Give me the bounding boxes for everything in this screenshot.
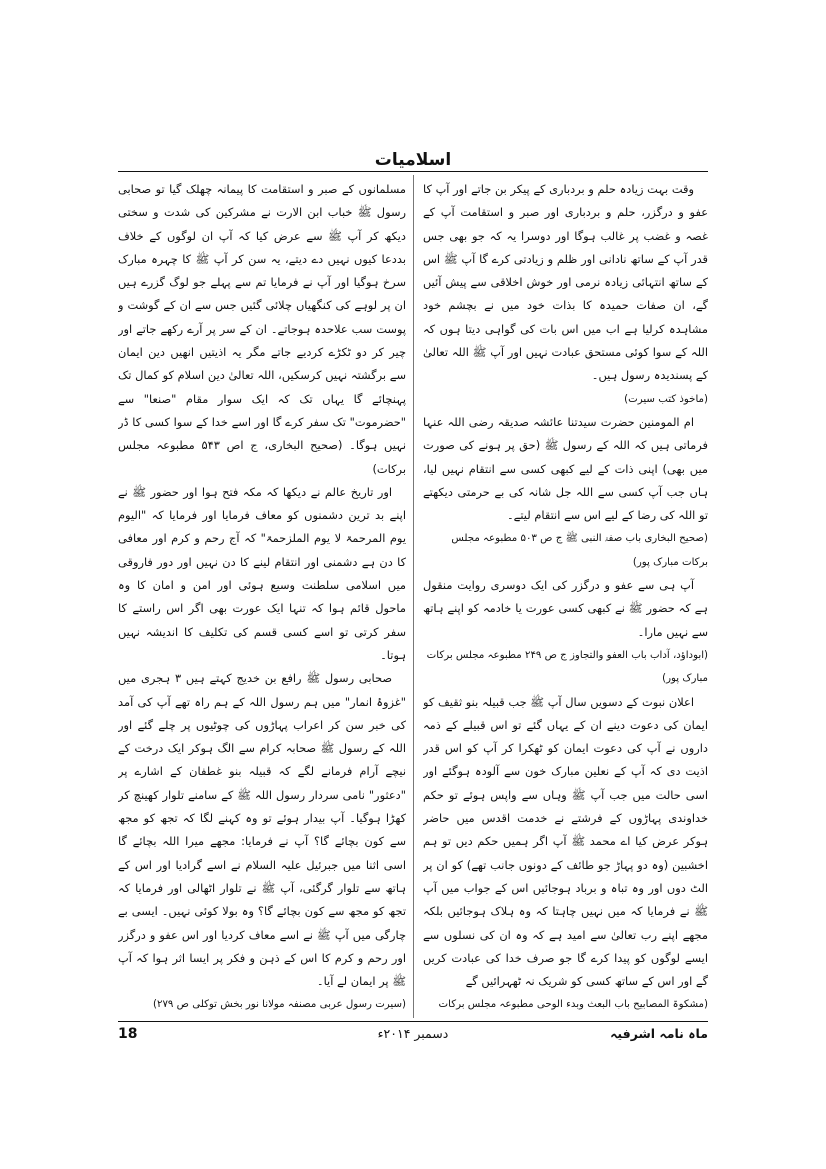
paragraph: وقت بہت زیادہ حلم و بردباری کے پیکر بن جاتے اور آپ کا عفو و درگزر، حلم و بردباری اور صبر و استقامت آپ کے غصہ و غضب پر غالب ہوگا اور دوسرا یہ کہ جو بھی جس قدر آپ کے ساتھ نادانی اور ظلم و زیادتی کرے گا آپ ﷺ اس کے ساتھ انتہائی زیادہ نرمی اور خوش اخلاقی سے پیش آئیں گے، ان صفات حمیدہ کا بذات خود میں نے بچشم خود مشاہدہ کرلیا ہے اب میں اس بات کی گواہی دیتا ہوں کہ اللہ کے سوا کوئی مستحق عبادت نہیں اور آپ ﷺ اللہ تعالیٰ کے پسندیدہ رسول ہیں۔ <box>423 182 708 383</box>
paragraph: اعلان نبوت کے دسویں سال آپ ﷺ جب قبیلہ بنو ثقیف کو ایمان کی دعوت دینے ان کے یہاں گئے تو اس قبیلے کے ذمہ داروں نے آپ کی دعوت ایمان کو ٹھکرا کر آپ کو اس قدر اذیت دی کہ آپ کے نعلین مبارک خون سے آلودہ ہوگئے اور اسی حالت میں جب آپ ﷺ وہاں سے واپس ہوئے تو حکم خداوندی پہاڑوں کے فرشتے نے خدمت اقدس میں حاضر ہوکر عرض کیا اے محمد ﷺ آپ اگر ہمیں حکم دیں تو ہم اخشبین (وہ دو پہاڑ جو طائف کے دونوں جانب تھے) کو ان پر الٹ دوں اور وہ تباہ و برباد ہوجائیں اس کے جواب میں آپ ﷺ نے فرمایا کہ میں نہیں چاہتا کہ وہ ہلاک ہوجائیں بلکہ مجھے اپنے رب تعالیٰ سے امید ہے کہ وہ ان کی نسلوں سے ایسے لوگوں کو پیدا کرے گا جو صرف خدا کی عبادت کریں گے اور اس کے ساتھ کسی کو شریک نہ ٹھہرائیں گے <box>423 694 708 989</box>
paragraph: مسلمانوں کے صبر و استقامت کا پیمانہ چھلک گیا تو صحابی رسول ﷺ خباب ابن الارت نے مشرکین کی شدت و سختی دیکھ کر آپ ﷺ سے عرض کیا کہ آپ ان لوگوں کے خلاف بددعا کیوں نہیں دے دیتے، یہ سن کر آپ ﷺ کا چہرہ مبارک سرخ ہوگیا اور آپ نے فرمایا تم سے پہلے جو لوگ گزرے ہیں ان پر لوہے کی کنگھیاں چلائی گئیں جس سے ان کے گوشت و پوست سب علاحدہ ہوجاتے۔ ان کے سر پر آرے رکھے جاتے اور چیر کر دو ٹکڑے کردیے جاتے مگر یہ اذیتیں انھیں دین ایمان سے برگشتہ نہیں کرسکیں، اللہ تعالیٰ دین اسلام کو کمال تک پہنچائے گا یہاں تک کہ ایک سوار مقام "صنعا" سے "حضرموت" تک سفر کرے گا اور اسے خدا کے سوا کسی کا ڈر نہیں ہوگا۔ (صحیح البخاری، ج اص ۵۴۳ مطبوعہ مجلس برکات) <box>118 182 406 476</box>
reference: (صحیح البخاری باب صفۃ النبی ﷺ ج ص ۵۰۳ مطبوعہ مجلس برکات مبارک پور) <box>451 533 708 568</box>
issue-date: دسمبر ۲۰۱۴ء <box>377 1026 449 1041</box>
header-rule <box>118 171 708 172</box>
column-divider <box>413 175 414 1018</box>
left-column <box>118 178 406 1018</box>
paragraph: آپ ہی سے عفو و درگزر کی ایک دوسری روایت منقول ہے کہ حضور ﷺ نے کبھی کسی عورت یا خادمہ کو اپنے ہاتھ سے نہیں مارا۔ <box>423 578 708 639</box>
journal-name: ماہ نامہ اشرفیہ <box>610 1026 708 1041</box>
right-column <box>423 178 708 1018</box>
reference: (ابوداؤد، آداب باب العفو والتجاوز ج ص ۲۴۹ مطبوعہ مجلس برکات مبارک پور) <box>426 649 708 685</box>
reference: (ماخوذ کتب سیرت) <box>624 393 708 405</box>
paragraph <box>118 1017 406 1018</box>
paragraph: اور تاریخ عالم نے دیکھا کہ مکہ فتح ہوا اور حضور ﷺ نے اپنے بد ترین دشمنوں کو معاف فرمایا اور فرمایا کہ "الیوم یوم المرحمۃ لا یوم الملزحمۃ" کہ آج رحم و کرم اور معافی کا دن ہے دشمنی اور انتقام لینے کا دن نہیں اور دور فاروقی میں اسلامی سلطنت وسیع ہوئی اور امن و امان کا وہ ماحول قائم ہوا کہ تنہا ایک عورت بھی اگر اس راستے کا سفر کرتی تو اسے کسی قسم کی تکلیف کا اندیشہ نہیں ہوتا۔ <box>118 484 406 662</box>
reference: (سیرت رسول عربی مصنفہ مولانا نور بخش توکلی ص ۲۷۹) <box>153 999 406 1011</box>
footer-rule <box>118 1021 708 1022</box>
section-title: اسلامیات <box>374 150 452 170</box>
reference: (مشکوۃ المصابیح باب البعث وبدء الوحی مطبوعہ مجلس برکات <box>438 999 708 1011</box>
paragraph: ام المومنین حضرت سیدتنا عائشہ صدیقہ رضی اللہ عنہا فرماتی ہیں کہ اللہ کے رسول ﷺ (حق پر ہونے کی صورت میں بھی) اپنی ذات کے لیے کبھی کسی سے انتقام نہیں لیا، ہاں جب آپ کسی سے اللہ جل شانہ کی بے حرمتی دیکھتے تو اللہ کی رضا کے لیے اس سے انتقام لیتے۔ <box>423 414 708 523</box>
page-number: 18 <box>118 1026 138 1042</box>
paragraph: صحابی رسول ﷺ رافع بن خدیج کہتے ہیں ۳ ہجری میں "غزوۂ انمار" میں ہم رسول اللہ کے ہم راہ تھے آپ کی آمد کی خبر سن کر اعراب پہاڑوں کی چوٹیوں پر چلے گئے اور اللہ کے رسول ﷺ صحابہ کرام سے الگ ہوکر ایک درخت کے نیچے آرام فرمانے لگے کہ قبیلہ بنو غطفان کے اشارے پر "دعثور" نامی سردار رسول اللہ ﷺ کے سامنے تلوار کھینچ کر کھڑا ہوگیا۔ آپ بیدار ہوئے تو وہ کہنے لگا کہ تجھ کو مجھ سے کون بچائے گا؟ آپ نے فرمایا: مجھے میرا اللہ بچائے گا اسی اثنا میں جبرئیل علیہ السلام نے اسے گرادیا اور اس کے ہاتھ سے تلوار گرگئی، آپ ﷺ نے تلوار اٹھالی اور فرمایا کہ تجھ کو مجھ سے کون بچائے گا؟ وہ بولا کوئی نہیں۔ ایسی بے چارگی میں آپ ﷺ نے اسے معاف کردیا اور اس عفو و درگزر اور رحم و کرم کا اس کے ذہن و فکر پر ایسا اثر ہوا کہ آپ ﷺ پر ایمان لے آیا۔ <box>118 671 406 989</box>
